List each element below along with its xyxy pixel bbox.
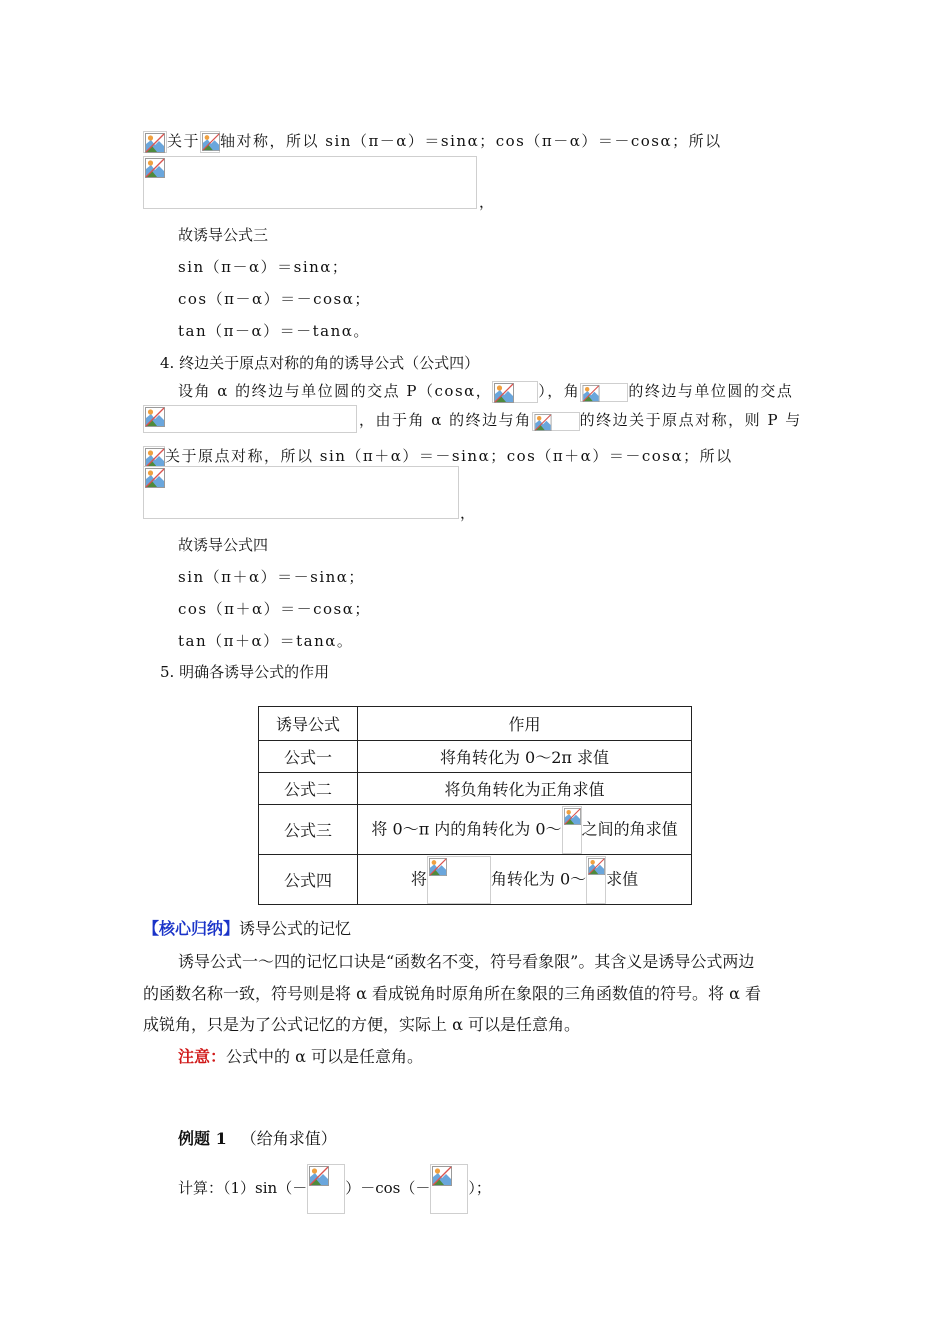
sec4-p2 [359, 410, 802, 431]
formula-image [562, 806, 582, 854]
example-label: 例题 1 [178, 1129, 227, 1148]
table-row [259, 805, 692, 855]
section-title: 5. 明确各诱导公式的作用 [160, 663, 330, 681]
broken-image-icon [564, 808, 581, 825]
text: 轴对称，所以 sin（π－α）＝sinα；cos（π－α）＝－cosα；所以 [220, 132, 722, 150]
broken-image-icon [582, 385, 600, 402]
summary-paragraph: 诱导公式一～四的记忆口诀是“函数名不变，符号看象限”。其含义是诱导公式两边 [178, 952, 755, 971]
table-cell [358, 855, 692, 905]
formula-heading: 故诱导公式四 [178, 536, 269, 554]
example-heading [178, 1129, 337, 1149]
text: 的终边关于原点对称，则 P 与 [579, 411, 802, 429]
table-cell: 公式四 [259, 855, 358, 905]
table-cell: 公式一 [259, 741, 358, 773]
table-row [259, 741, 692, 773]
summary-label: 【核心归纳】 [143, 919, 240, 938]
formula-image [143, 131, 167, 153]
text: ）－cos（－ [345, 1179, 431, 1197]
broken-image-icon [145, 158, 165, 178]
formula-sin: sin（π＋α）＝－sinα； [178, 568, 365, 586]
broken-image-icon [309, 1166, 329, 1186]
table-cell: 将负角转化为正角求值 [358, 773, 692, 805]
summary-paragraph: 的函数名称一致，符号则是将 α 看成锐角时原角所在象限的三角函数值的符号。将 α 看 [143, 984, 761, 1003]
formula-image [430, 1164, 468, 1214]
formula-cos: cos（π＋α）＝－cosα； [178, 600, 371, 618]
formula-image [586, 856, 606, 904]
formula-image [580, 383, 628, 402]
broken-image-icon [432, 1166, 452, 1186]
broken-image-icon [145, 407, 165, 427]
comma: ， [460, 504, 476, 522]
text: 之间的角求值 [581, 819, 678, 838]
comma: ， [479, 193, 495, 211]
text: 求值 [606, 869, 639, 888]
text: 角转化为 0～ [490, 869, 587, 888]
broken-image-icon [534, 414, 552, 431]
note-line [178, 1047, 423, 1067]
formula-image [200, 131, 220, 153]
text: 计算：（1）sin（－ [178, 1179, 308, 1197]
note-text: 公式中的 α 可以是任意角。 [226, 1047, 423, 1066]
sec3-line1 [143, 131, 722, 153]
example-calc [178, 1164, 491, 1214]
table-header: 诱导公式 [259, 707, 358, 741]
table-cell: 公式三 [259, 805, 358, 855]
text: 将 [410, 869, 427, 888]
formula-image [307, 1164, 345, 1214]
note-label: 注意： [178, 1047, 227, 1066]
formula-cos: cos（π－α）＝－cosα； [178, 290, 371, 308]
sec4-p3 [143, 446, 733, 468]
formula-image [532, 412, 580, 431]
formula-image [427, 856, 491, 904]
summary-title: 诱导公式的记忆 [239, 919, 352, 938]
broken-image-icon [494, 383, 514, 403]
text: 关于 [167, 132, 201, 150]
formula-image [492, 381, 538, 403]
broken-image-icon [429, 858, 447, 876]
broken-image-icon [202, 133, 220, 151]
table-row [259, 773, 692, 805]
sec4-p1 [178, 381, 793, 403]
summary-heading [143, 919, 351, 939]
text: ）； [468, 1179, 491, 1197]
text: 关于原点对称，所以 sin（π＋α）＝－sinα；cos（π＋α）＝－cosα；所以 [165, 447, 733, 465]
formula-image-large [143, 156, 477, 209]
text: ，由于角 α 的终边与角 [359, 411, 532, 429]
formula-tan: tan（π－α）＝－tanα。 [178, 322, 370, 340]
example-topic: （给角求值） [240, 1129, 337, 1148]
formula-table [258, 706, 692, 905]
formula-image [143, 446, 165, 468]
formula-image-large [143, 466, 459, 519]
table-cell: 公式二 [259, 773, 358, 805]
table-cell: 将角转化为 0～2π 求值 [358, 741, 692, 773]
section-title: 4. 终边关于原点对称的角的诱导公式（公式四） [160, 354, 480, 372]
table-header-row [259, 707, 692, 741]
text: 设角 α 的终边与单位圆的交点 P（cosα， [178, 382, 493, 400]
table-header: 作用 [358, 707, 692, 741]
summary-paragraph: 成锐角，只是为了公式记忆的方便，实际上 α 可以是任意角。 [143, 1015, 580, 1034]
broken-image-icon [588, 858, 605, 875]
text: 的终边与单位圆的交点 [628, 382, 794, 400]
broken-image-icon [145, 468, 165, 488]
broken-image-icon [145, 133, 165, 153]
formula-heading: 故诱导公式三 [178, 226, 269, 244]
formula-sin: sin（π－α）＝sinα； [178, 258, 349, 276]
table-cell [358, 805, 692, 855]
formula-tan: tan（π＋α）＝tanα。 [178, 632, 354, 650]
table-row [259, 855, 692, 905]
formula-image [143, 405, 357, 433]
broken-image-icon [145, 448, 165, 468]
text: ），角 [538, 382, 581, 400]
text: 将 0～π 内的角转化为 0～ [371, 819, 562, 838]
